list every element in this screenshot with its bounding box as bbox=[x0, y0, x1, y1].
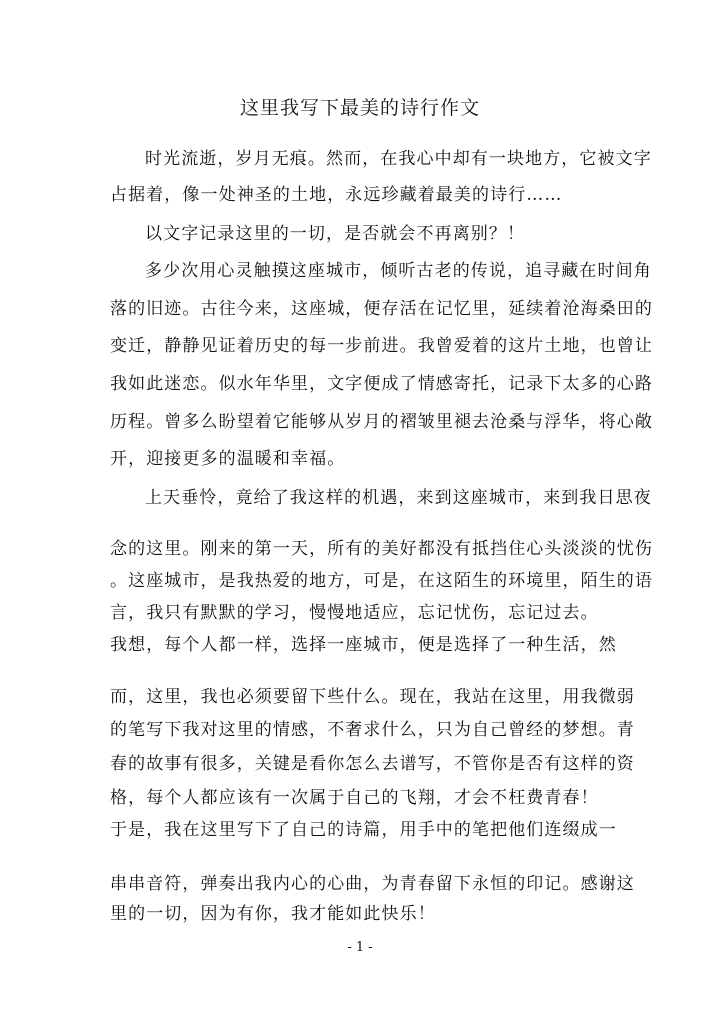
text-line: 开，迎接更多的温暖和幸福。 bbox=[110, 449, 346, 469]
text-line: 串串音符，弹奏出我内心的心曲，为青春留下永恒的印记。感谢这 bbox=[110, 874, 635, 894]
text-line: 变迁，静静见证着历史的每一步前进。我曾爱着的这片土地，也曾让 bbox=[110, 336, 653, 356]
text-line: 言，我只有默默的学习，慢慢地适应，忘记忧伤，忘记过去。 bbox=[110, 603, 599, 623]
text-line: 而，这里，我也必须要留下些什么。现在，我站在这里，用我微弱 bbox=[110, 687, 635, 707]
page-number: - 1 - bbox=[347, 940, 373, 955]
text-line: 上天垂怜，竟给了我这样的机遇，来到这座城市，来到我日思夜 bbox=[145, 488, 652, 508]
text-line: 我想，每个人都一样，选择一座城市，便是选择了一种生活，然 bbox=[110, 635, 617, 655]
document-title: 这里我写下最美的诗行作文 bbox=[239, 97, 480, 119]
text-line: 里的一切，因为有你，我才能如此快乐！ bbox=[110, 904, 436, 924]
text-line: 。这座城市，是我热爱的地方，可是，在这陌生的环境里，陌生的语 bbox=[110, 571, 653, 591]
text-line: 多少次用心灵触摸这座城市，倾听古老的传说，追寻藏在时间角 bbox=[145, 261, 652, 281]
text-line: 春的故事有很多，关键是看你怎么去谱写，不管你是否有这样的资 bbox=[110, 754, 635, 774]
text-line: 时光流逝，岁月无痕。然而，在我心中却有一块地方，它被文字 bbox=[145, 149, 652, 169]
text-line: 占据着，像一处神圣的土地，永远珍藏着最美的诗行…… bbox=[110, 185, 563, 205]
text-line: 落的旧迹。古往今来，这座城，便存活在记忆里，延续着沧海桑田的 bbox=[110, 299, 653, 319]
text-line: 于是，我在这里写下了自己的诗篇，用手中的笔把他们连缀成一 bbox=[110, 820, 617, 840]
text-line: 以文字记录这里的一切，是否就会不再离别？！ bbox=[145, 224, 526, 244]
text-line: 念的这里。刚来的第一天，所有的美好都没有抵挡住心头淡淡的忧伤 bbox=[110, 539, 653, 559]
text-line: 我如此迷恋。似水年华里，文字便成了情感寄托，记录下太多的心路 bbox=[110, 374, 653, 394]
text-line: 的笔写下我对这里的情感，不奢求什么，只为自己曾经的梦想。青 bbox=[110, 720, 635, 740]
text-line: 格，每个人都应该有一次属于自己的飞翔，才会不枉费青春！ bbox=[110, 788, 599, 808]
text-line: 历程。曾多么盼望着它能够从岁月的褶皱里褪去沧桑与浮华，将心敞 bbox=[110, 412, 653, 432]
